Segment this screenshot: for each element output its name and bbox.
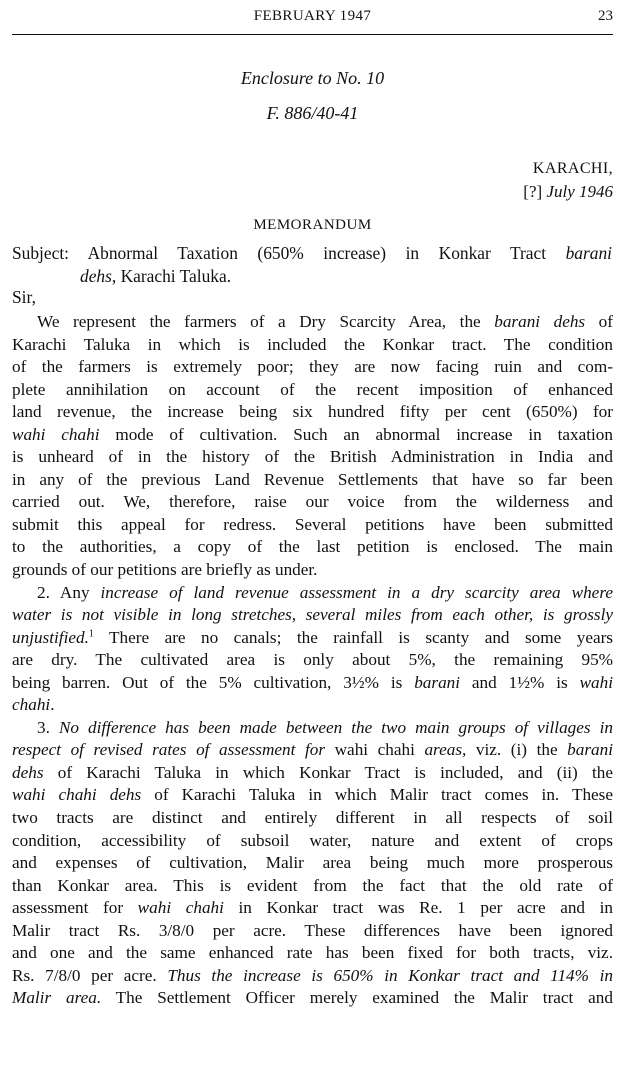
subject-line-2	[12, 265, 612, 288]
italic-text: Thus the increase is 650% in Konkar tract and 114% in	[167, 965, 613, 985]
body-line	[12, 875, 613, 898]
memo-title: MEMORANDUM	[253, 217, 372, 233]
italic-text: areas,	[424, 740, 467, 760]
italic-text: water is not visible in long stretches, several miles from each other, is grossly	[12, 605, 613, 625]
body-line	[12, 807, 613, 830]
body-text-segment: of	[585, 312, 613, 331]
body-line	[12, 694, 613, 717]
body-text-segment: land revenue, the increase being six hundred fifty per cent (650%) for	[12, 402, 613, 422]
body-text-segment: two tracts are distinct and entirely different in all respects of soil	[12, 808, 613, 828]
body-text-segment: is unheard of in the history of the British Administration in India and	[12, 447, 613, 467]
body-line	[12, 469, 613, 492]
body-text-segment: Karachi Taluka in which is included the Konkar tract. The condition	[12, 334, 613, 354]
body-line	[12, 514, 613, 537]
body-text-segment: in any of the previous Land Revenue Settlements that have so far been	[12, 469, 613, 489]
body-text-segment: of the farmers is extremely poor; they are now facing ruin and com-	[12, 357, 613, 377]
body-line	[12, 965, 613, 988]
dateline-date	[523, 182, 613, 202]
italic-text: wahi	[579, 672, 613, 692]
body-text-segment: condition, accessibility of subsoil water, nature and extent of crops	[12, 830, 613, 850]
body-text-segment: assessment for	[12, 898, 138, 918]
body-line	[12, 379, 613, 402]
body-line	[12, 942, 613, 965]
date-month: July 1946	[546, 182, 613, 201]
body-line	[12, 897, 613, 920]
body-line	[12, 559, 613, 582]
italic-text: respect of revised rates of assessment for	[12, 740, 326, 760]
body-text-segment: submit this appeal for redress. Several petitions have been submitted	[12, 514, 613, 534]
body-text-segment: The Settlement Officer merely examined the Malir tract and	[101, 988, 613, 1008]
italic-text: increase of land revenue assessment in a dry scarcity area where	[100, 582, 613, 602]
body-text-segment: carried out. We, therefore, raise our voice from the wilderness and	[12, 492, 613, 512]
body-text-segment: Rs. 7/8/0 per acre.	[12, 965, 168, 985]
body-text-segment: plete annihilation on account of the recent imposition of enhanced	[12, 379, 613, 399]
body-line	[12, 356, 613, 379]
body-line	[12, 672, 613, 695]
body-text-segment: .	[50, 695, 55, 715]
date-prefix: [?]	[523, 182, 547, 201]
body-line	[12, 739, 613, 762]
running-head: FEBRUARY 1947	[253, 8, 372, 24]
body-line	[12, 311, 613, 334]
page-number: 23	[598, 8, 613, 24]
italic-text: unjustified.	[12, 627, 89, 647]
body-line	[12, 446, 613, 469]
italic-text: barani	[414, 672, 461, 692]
subject-italic-2: dehs	[80, 265, 112, 286]
italic-text: dehs	[12, 762, 44, 782]
file-reference: F. 886/40-41	[266, 103, 359, 123]
body-line	[12, 717, 613, 740]
body-text-segment: in Konkar tract was Re. 1 per acre and in	[223, 898, 613, 918]
body-text-segment: We represent the farmers of a Dry Scarcity Area, the	[37, 312, 495, 331]
body-text-segment: being barren. Out of the 5% cultivation, 3½% is	[12, 672, 415, 692]
body-line	[12, 401, 613, 424]
body-text-segment: Malir tract Rs. 3/8/0 per acre. These differences have been ignored	[12, 920, 613, 940]
body-text-segment: 3.	[37, 717, 59, 737]
dateline-place: KARACHI,	[532, 160, 613, 177]
body-text-segment: of Karachi Taluka in which Konkar Tract is included, and (ii) the	[43, 762, 613, 782]
body-line	[12, 762, 613, 785]
body-line	[12, 334, 613, 357]
subject-text-2: , Karachi Taluka.	[111, 265, 232, 286]
body-text-segment: mode of cultivation. Such an abnormal increase in taxation	[99, 424, 613, 444]
page-header	[12, 6, 613, 35]
body-line	[12, 852, 613, 875]
body-line	[12, 424, 613, 447]
subject-text: Abnormal Taxation (650% increase) in Konkar Tract	[69, 243, 566, 263]
italic-text: Malir area.	[12, 988, 102, 1008]
body-text-segment: than Konkar area. This is evident from the fact that the old rate of	[12, 875, 613, 895]
body-text-segment: are dry. The cultivated area is only about 5%, the remaining 95%	[12, 650, 613, 670]
footnote-ref: 1	[88, 627, 94, 639]
body-text-segment: and expenses of cultivation, Malir area being much more prosperous	[12, 853, 613, 873]
salutation: Sir,	[12, 287, 36, 307]
italic-text: chahi	[12, 695, 51, 715]
body-text-segment: grounds of our petitions are briefly as under.	[12, 560, 318, 580]
body-text-segment: viz. (i) the	[466, 740, 568, 760]
italic-text: barani	[567, 740, 614, 760]
body-line	[12, 536, 613, 559]
subject-line-1	[12, 242, 612, 265]
body-text-segment: and 1½% is	[460, 672, 580, 692]
body-line	[12, 604, 613, 627]
body-text-segment: to the authorities, a copy of the last petition is enclosed. The main	[12, 537, 613, 557]
italic-text: wahi chahi dehs	[12, 785, 142, 805]
italic-text: wahi chahi	[137, 898, 224, 918]
body-text-segment: of Karachi Taluka in which Malir tract comes in. These	[141, 785, 613, 805]
body-line	[12, 491, 613, 514]
body-line	[12, 627, 613, 650]
memo-body	[12, 311, 613, 1010]
italic-text: No difference has been made between the two main groups of villages in	[58, 717, 614, 737]
italic-text: wahi chahi	[12, 424, 100, 444]
enclosure-title: Enclosure to No. 10	[240, 68, 385, 88]
body-text-segment: 2. Any	[37, 582, 101, 602]
italic-text: barani dehs	[494, 312, 586, 331]
body-line	[12, 582, 613, 605]
body-text-segment: There are no canals; the rainfall is scanty and some years	[93, 627, 613, 647]
body-line	[12, 920, 613, 943]
body-line	[12, 649, 613, 672]
body-text-segment: and one and the same enhanced rate has been fixed for both tracts, viz.	[12, 943, 613, 963]
body-line	[12, 830, 613, 853]
subject-block	[12, 242, 612, 287]
body-line	[12, 784, 613, 807]
body-line	[12, 987, 613, 1010]
subject-italic: barani	[565, 243, 612, 263]
subject-label: Subject:	[12, 243, 69, 263]
body-text-segment: wahi chahi	[325, 740, 425, 760]
